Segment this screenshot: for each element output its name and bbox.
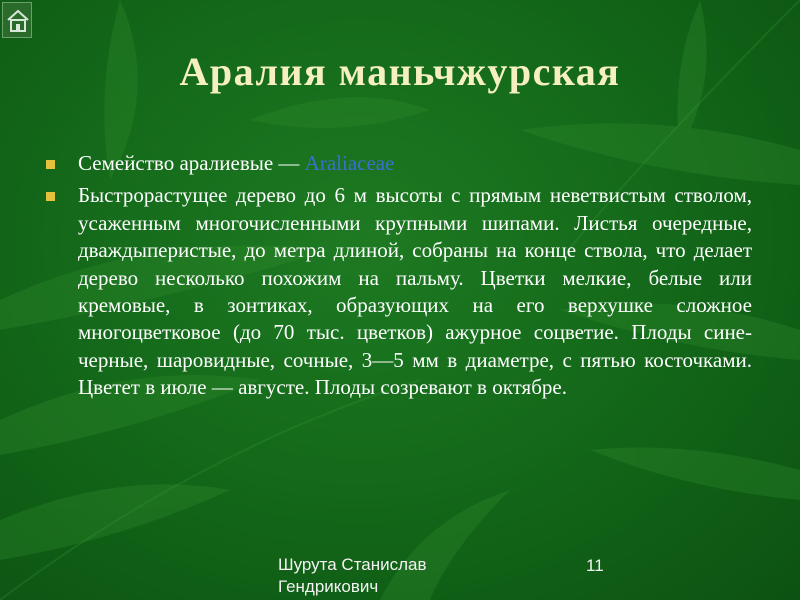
square-bullet-icon xyxy=(46,160,55,169)
footer-author xyxy=(278,554,478,598)
author-line-2: Гендрикович xyxy=(278,577,379,596)
author-line-1: Шурута Станислав xyxy=(278,555,427,574)
description-text: Быстрорастущее дерево до 6 м высоты с прямым неветвистым стволом, усаженным многочисленными крупными шипами. Листья очередные, дваждыперистые, до метра длиной, собраны на конце ствола, что делает дерево несколько похожим на пальму. Цветки мелкие, белые или кремовые, в зонтиках, образующих на его верхушке сложное многоцветковое (до 70 тыс. цветков) ажурное соцветие. Плоды сине-черные, шаровидные, сочные, 3—5 мм в диаметре, с пятью косточками. Цветет в июле — августе. Плоды созревают в октябре. xyxy=(78,183,752,400)
page-number: 11 xyxy=(586,556,604,575)
home-icon xyxy=(6,8,30,34)
bullet-list xyxy=(46,150,752,402)
square-bullet-icon xyxy=(46,192,55,201)
list-item-description xyxy=(46,182,752,401)
slide-title: Аралия маньчжурская xyxy=(179,49,621,94)
latin-name: Araliaceae xyxy=(304,151,395,175)
home-button[interactable] xyxy=(2,2,32,38)
family-label: Семейство аралиевые — xyxy=(78,151,305,175)
list-item-family xyxy=(46,150,752,177)
family-text xyxy=(78,150,752,177)
